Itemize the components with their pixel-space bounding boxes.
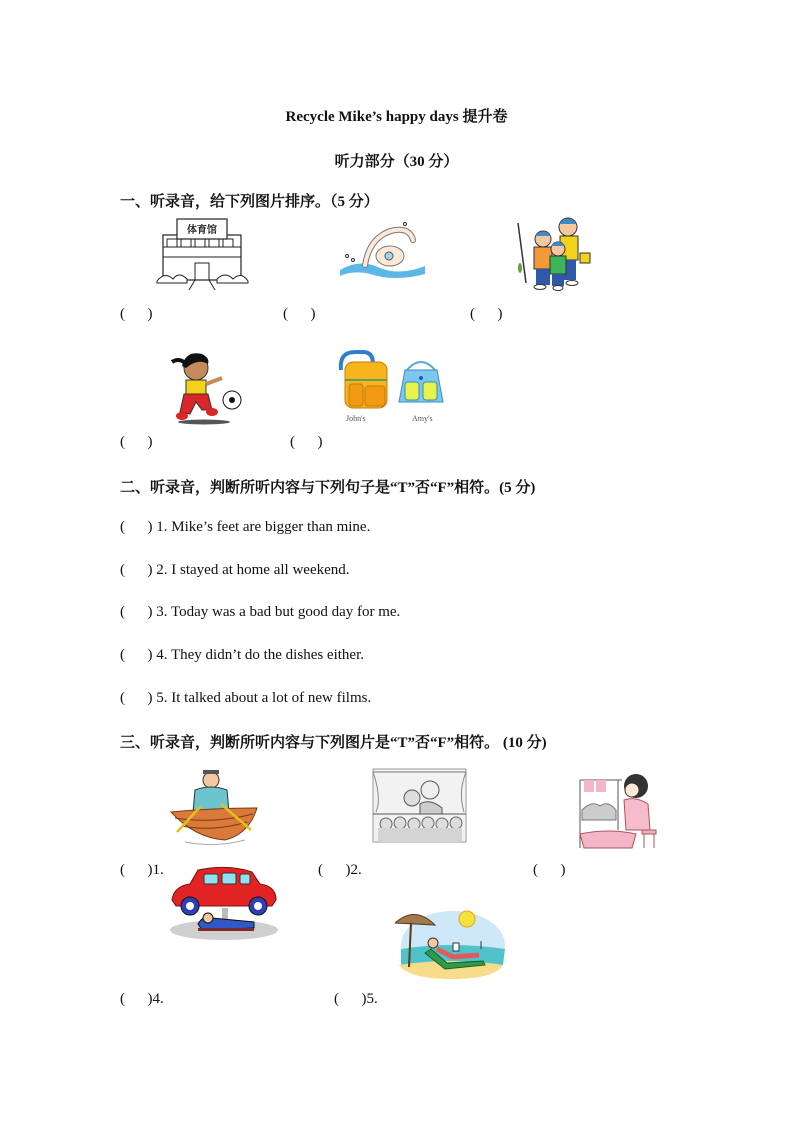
man-relaxing-on-beach-image [395,905,505,980]
statement-text: 3. Today was a bad but good day for me. [156,604,401,620]
section1-blank-3[interactable]: ( ) [470,306,503,322]
caption-johns: John's [346,414,366,423]
girl-washing-clothes-image [578,770,660,850]
section3-item-1 [120,862,164,879]
answer-blank[interactable]: ( ) [120,647,153,663]
answer-blank[interactable]: ( ) [120,991,153,1007]
answer-blank[interactable]: ( ) [533,862,566,878]
statement-text: 5. It talked about a lot of new films. [156,690,372,706]
swimming-image [335,220,430,280]
section1-blank-2[interactable]: ( ) [283,306,316,322]
caption-amys: Amy's [412,414,433,423]
section1-blank-4[interactable]: ( ) [120,434,153,450]
svg-text:体育馆: 体育馆 [187,225,217,236]
section2-item-3 [120,604,400,621]
boy-playing-football-image [168,350,246,425]
section1-heading: 一、听录音，给下列图片排序。（5 分） [120,194,379,210]
answer-blank[interactable]: ( ) [120,562,153,578]
section2-item-2 [120,562,350,579]
statement-text: 4. They didn’t do the dishes either. [156,647,365,663]
item-label: 4. [152,991,164,1007]
item-label: 5. [366,991,378,1007]
answer-blank[interactable]: ( ) [334,991,367,1007]
answer-blank[interactable]: ( ) [318,862,351,878]
section3-item-2 [318,862,362,879]
statement-text: 1. Mike’s feet are bigger than mine. [156,519,371,535]
section1-blank-1[interactable]: ( ) [120,306,153,322]
section3-heading: 三、听录音，判断所听内容与下列图片是“T”否“F”相符。 (10 分) [120,735,547,751]
document-subtitle: 听力部分（30 分） [334,154,459,170]
section2-item-1 [120,519,370,536]
puppet-show-audience-image [372,768,467,843]
section3-item-5 [334,991,378,1008]
section3-item-3 [533,862,566,879]
answer-blank[interactable]: ( ) [120,604,153,620]
answer-blank[interactable]: ( ) [120,862,153,878]
man-fixing-car-image [168,866,280,941]
item-label: 2. [350,862,362,878]
section3-item-4 [120,991,164,1008]
family-fishing-image [510,213,595,291]
item-label: 1. [152,862,164,878]
schoolbags-image [335,350,460,412]
section1-blank-5[interactable]: ( ) [290,434,323,450]
gym-building-image [155,215,250,290]
answer-blank[interactable]: ( ) [120,690,153,706]
answer-blank[interactable]: ( ) [120,519,153,535]
document-title: Recycle Mike’s happy days 提升卷 [285,109,508,125]
man-rowing-boat-image [165,768,265,848]
section2-heading: 二、听录音，判断所听内容与下列句子是“T”否“F”相符。(5 分) [120,480,536,496]
section2-item-4 [120,647,364,664]
section2-item-5 [120,690,371,707]
statement-text: 2. I stayed at home all weekend. [156,562,350,578]
